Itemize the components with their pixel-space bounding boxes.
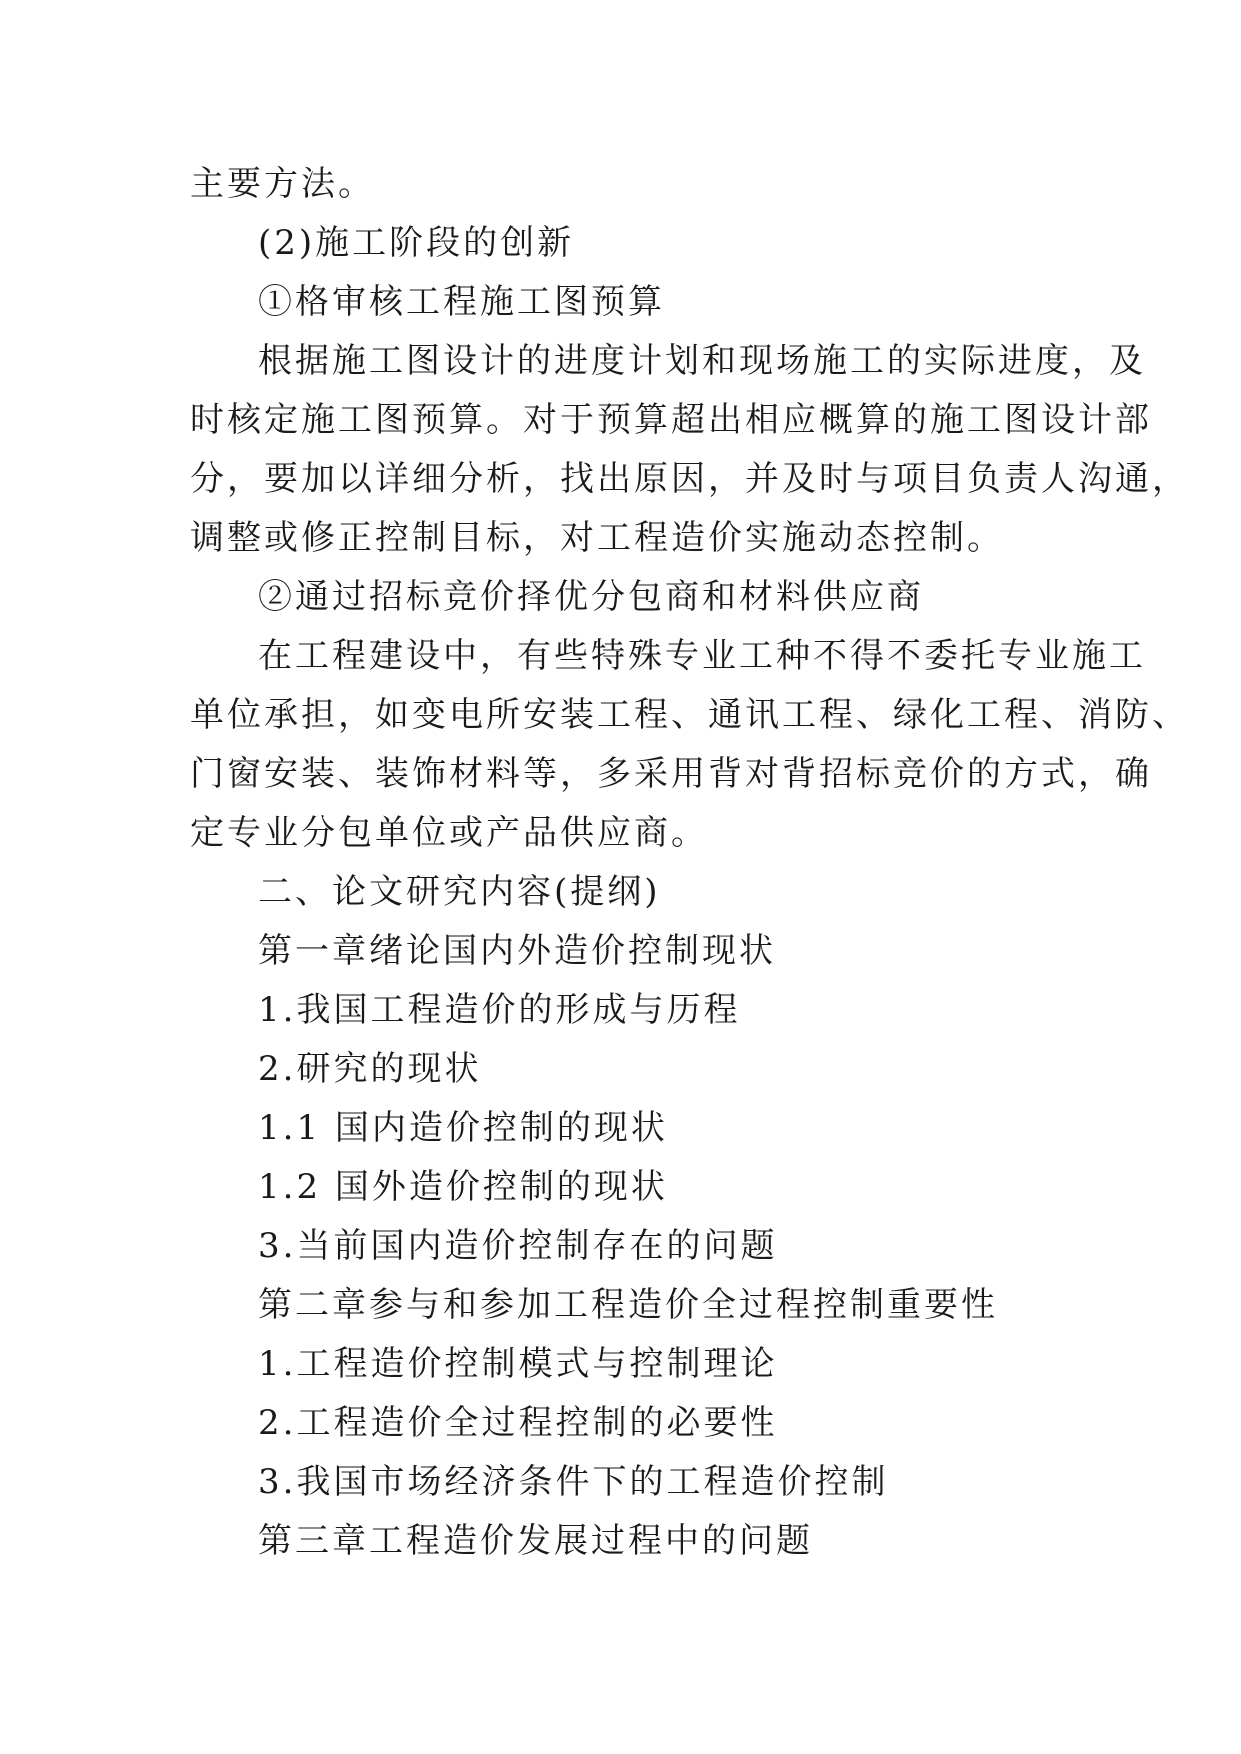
outline-item: 第二章参与和参加工程造价全过程控制重要性: [258, 1285, 998, 1325]
outline-item: 第一章绪论国内外造价控制现状: [258, 931, 776, 971]
section-heading: (2)施工阶段的创新: [258, 223, 575, 263]
text-line: 根据施工图设计的进度计划和现场施工的实际进度，及: [258, 341, 1146, 381]
text-line: 调整或修正控制目标，对工程造价实施动态控制。: [190, 518, 1004, 558]
outline-item: 2.工程造价全过程控制的必要性: [258, 1403, 778, 1443]
text-line: 分，要加以详细分析，找出原因，并及时与项目负责人沟通，: [190, 459, 1189, 499]
outline-item: 1.工程造价控制模式与控制理论: [258, 1344, 778, 1384]
outline-item: 1.2 国外造价控制的现状: [258, 1167, 668, 1207]
outline-item: 1.我国工程造价的形成与历程: [258, 990, 741, 1030]
subsection-heading: ②通过招标竞价择优分包商和材料供应商: [258, 577, 924, 617]
section-heading: 二、论文研究内容(提纲): [258, 872, 661, 912]
text-line: 定专业分包单位或产品供应商。: [190, 813, 708, 853]
outline-item: 3.我国市场经济条件下的工程造价控制: [258, 1462, 889, 1502]
text-line: 单位承担，如变电所安装工程、通讯工程、绿化工程、消防、: [190, 695, 1189, 735]
text-line: 主要方法。: [190, 164, 375, 204]
subsection-heading: ①格审核工程施工图预算: [258, 282, 665, 322]
outline-item: 3.当前国内造价控制存在的问题: [258, 1226, 778, 1266]
outline-item: 第三章工程造价发展过程中的问题: [258, 1521, 813, 1561]
document-page: [190, 155, 1189, 1571]
text-line: 门窗安装、装饰材料等，多采用背对背招标竞价的方式，确: [190, 754, 1152, 794]
text-line: 时核定施工图预算。对于预算超出相应概算的施工图设计部: [190, 400, 1152, 440]
text-line: 在工程建设中，有些特殊专业工种不得不委托专业施工: [258, 636, 1146, 676]
outline-item: 2.研究的现状: [258, 1049, 482, 1089]
outline-item: 1.1 国内造价控制的现状: [258, 1108, 668, 1148]
